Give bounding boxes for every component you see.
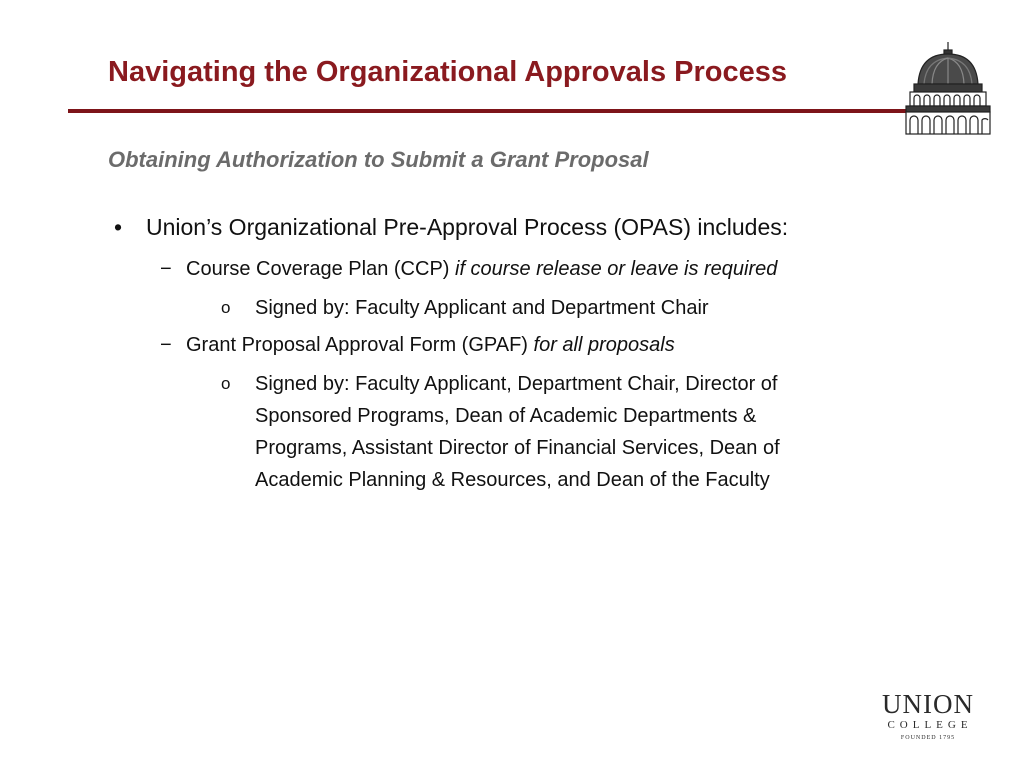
sub-bullet-text [186, 334, 675, 357]
gpaf-qualifier: for all proposals [533, 334, 675, 356]
dash-marker: − [160, 258, 172, 280]
gpaf-signed-by-line: Sponsored Programs, Dean of Academic Departments & [255, 405, 757, 427]
slide-title: Navigating the Organizational Approvals Process [108, 56, 787, 88]
title-divider [68, 109, 918, 113]
ccp-signed-by-text: Signed by: Faculty Applicant and Department Chair [255, 297, 709, 319]
logo-union: UNION [882, 689, 974, 719]
dash-marker: − [160, 334, 172, 356]
gpaf-text: Grant Proposal Approval Form (GPAF) [186, 334, 534, 356]
gpaf-signed-by-line: Signed by: Faculty Applicant, Department Chair, Director of [255, 373, 778, 395]
nott-memorial-dome-icon [902, 40, 994, 136]
ccp-qualifier: if course release or leave is required [455, 258, 778, 280]
logo-founded: FOUNDED 1795 [900, 735, 956, 741]
sub-bullet-text [186, 258, 777, 281]
bullet-marker: • [114, 214, 123, 240]
ccp-text: Course Coverage Plan (CCP) [186, 258, 455, 280]
bullet-text: Union’s Organizational Pre-Approval Process (OPAS) includes: [146, 214, 789, 240]
gpaf-signed-by-line: Academic Planning & Resources, and Dean of the Faculty [255, 469, 770, 491]
circle-marker: o [221, 374, 231, 393]
logo-college: COLLEGE [887, 719, 973, 731]
slide-subtitle: Obtaining Authorization to Submit a Grant Proposal [108, 147, 649, 172]
gpaf-signed-by-line: Programs, Assistant Director of Financial Services, Dean of [255, 437, 780, 459]
circle-marker: o [221, 298, 231, 317]
gpaf-signed-by-text [255, 368, 780, 496]
union-college-logo [872, 690, 984, 744]
